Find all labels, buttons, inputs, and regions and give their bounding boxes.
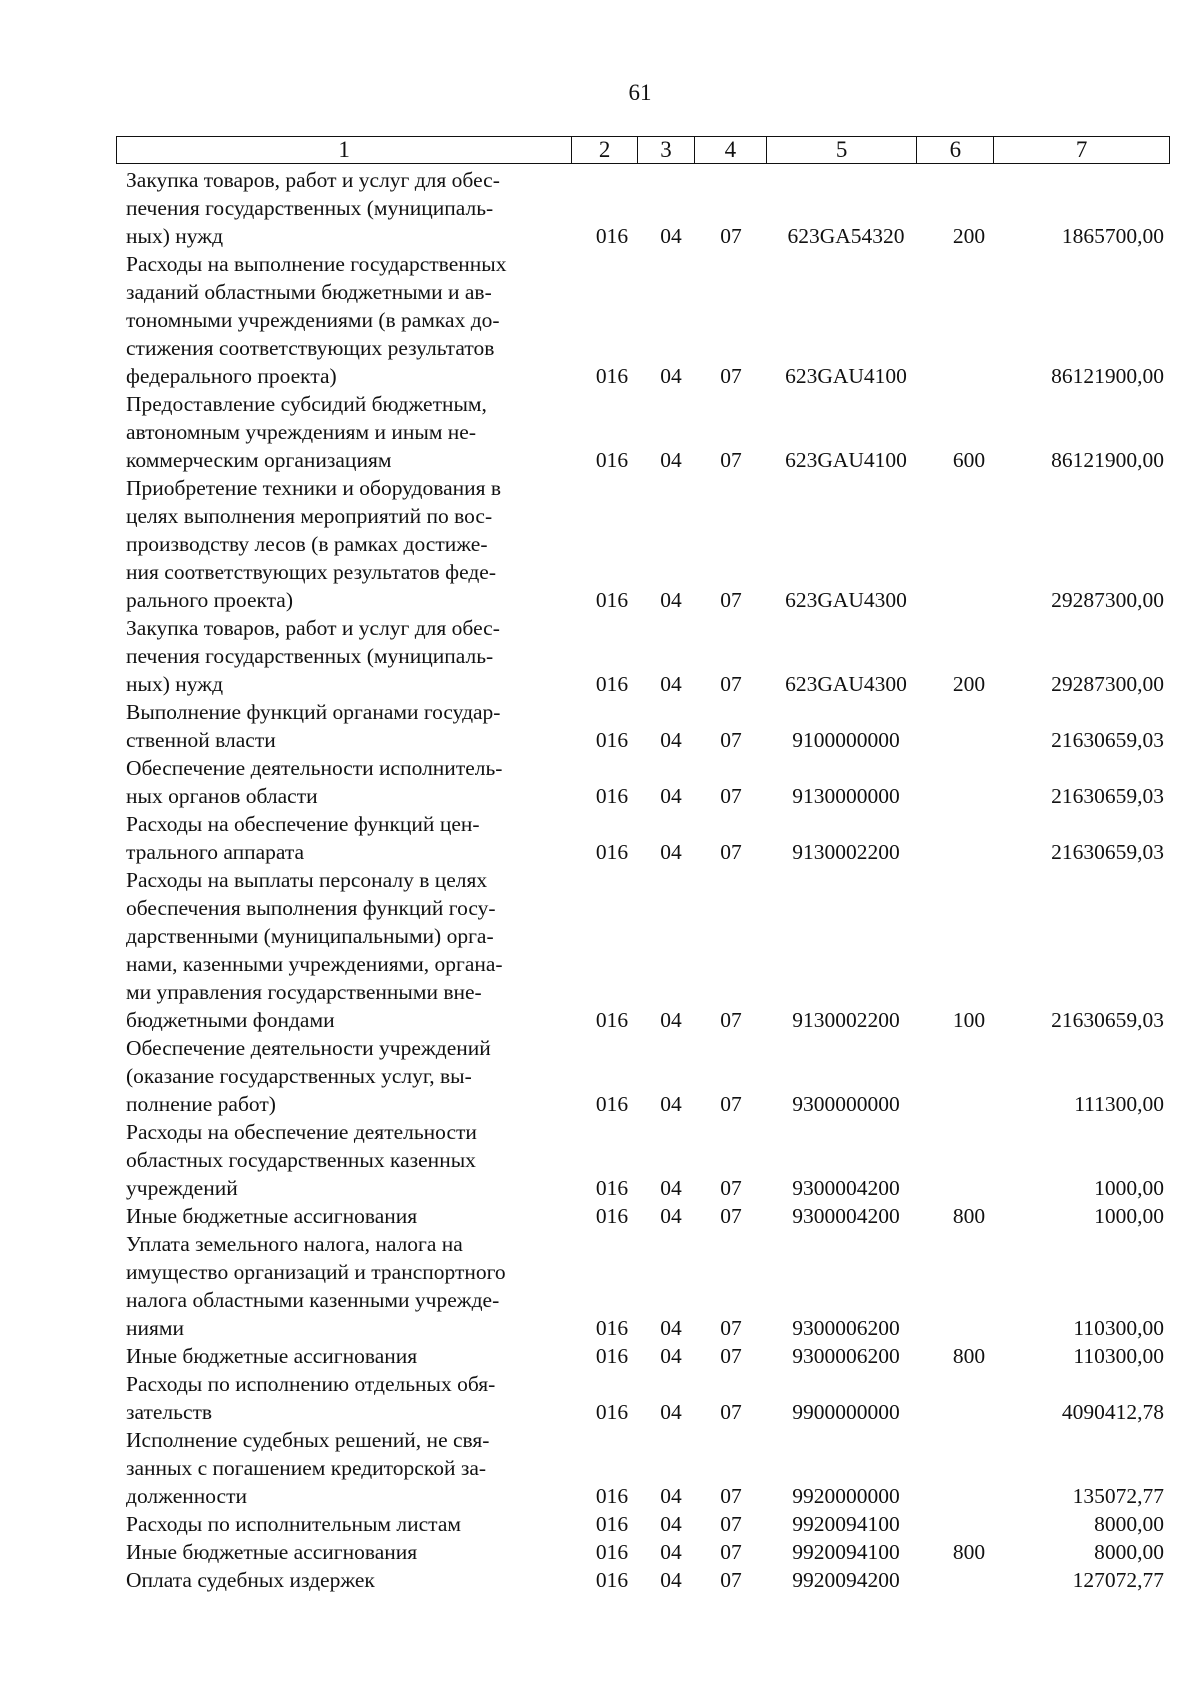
- cell-admin-code: 016: [595, 448, 629, 472]
- cell-subsection: 07: [720, 448, 742, 472]
- cell-description: Расходы на обеспечение деятельности областных государственных казенных учреждений: [126, 1120, 477, 1200]
- cell-target-code: 9100000000: [792, 728, 900, 752]
- cell-admin-code: 016: [595, 588, 629, 612]
- cell-section: 04: [660, 448, 682, 472]
- table-row: [126, 1370, 1166, 1426]
- header-col-7: 7: [1075, 137, 1088, 162]
- cell-description: Расходы на выполнение государственных заданий областными бюджетными и ав- тономными учреждениями (в рамках до- стижения соответствующих результатов федерального проекта): [126, 252, 507, 388]
- cell-section: 04: [660, 1316, 682, 1340]
- table-row: [126, 1426, 1166, 1510]
- cell-subsection: 07: [720, 1484, 742, 1508]
- cell-target-code: 9300004200: [792, 1204, 900, 1228]
- cell-description: Иные бюджетные ассигнования: [126, 1204, 418, 1228]
- cell-admin-code: 016: [595, 1484, 629, 1508]
- cell-admin-code: 016: [595, 364, 629, 388]
- cell-amount: 29287300,00: [1051, 588, 1164, 612]
- table-row: [126, 166, 1166, 250]
- cell-subsection: 07: [720, 672, 742, 696]
- table-row: [126, 474, 1166, 614]
- table-row: [126, 810, 1166, 866]
- table-row: [126, 1202, 1166, 1230]
- cell-description: Расходы по исполнительным листам: [126, 1512, 461, 1536]
- table-row: [126, 1342, 1166, 1370]
- cell-description: Расходы на обеспечение функций цен- трального аппарата: [126, 812, 480, 864]
- cell-target-code: 9300006200: [792, 1316, 900, 1340]
- cell-description: Оплата судебных издержек: [126, 1568, 375, 1592]
- cell-admin-code: 016: [595, 1400, 629, 1424]
- header-col-2: 2: [572, 137, 638, 163]
- cell-section: 04: [660, 840, 682, 864]
- table-row: [126, 866, 1166, 1034]
- cell-description: Исполнение судебных решений, не свя- занных с погашением кредиторской за- долженности: [126, 1428, 490, 1508]
- cell-amount: 111300,00: [1074, 1092, 1164, 1116]
- cell-section: 04: [660, 224, 682, 248]
- cell-description: Приобретение техники и оборудования в целях выполнения мероприятий по вос- производству лесов (в рамках достиже- ния соответствующих результатов феде- рального проекта): [126, 476, 502, 612]
- table-row: [126, 698, 1166, 754]
- cell-target-code: 623GAU4100: [785, 448, 907, 472]
- cell-description: Расходы на выплаты персоналу в целях обеспечения выполнения функций госу- дарственными (муниципальными) орга- нами, казенными учреждениями, органа- ми управления государственными вне- бюджетными фондами: [126, 868, 503, 1032]
- cell-amount: 8000,00: [1094, 1512, 1164, 1536]
- cell-admin-code: 016: [595, 840, 629, 864]
- cell-subsection: 07: [720, 784, 742, 808]
- cell-target-code: 9130002200: [792, 840, 900, 864]
- cell-subsection: 07: [720, 1568, 742, 1592]
- header-col-5: 5: [767, 137, 918, 163]
- cell-admin-code: 016: [595, 1540, 629, 1564]
- cell-section: 04: [660, 784, 682, 808]
- cell-admin-code: 016: [595, 1344, 629, 1368]
- cell-amount: 110300,00: [1073, 1344, 1164, 1368]
- cell-target-code: 9130002200: [792, 1008, 900, 1032]
- cell-expense-type: 800: [952, 1344, 986, 1368]
- cell-amount: 135072,77: [1072, 1484, 1164, 1508]
- cell-target-code: 9300006200: [792, 1344, 900, 1368]
- cell-amount: 29287300,00: [1051, 672, 1164, 696]
- cell-admin-code: 016: [595, 1204, 629, 1228]
- cell-description: Обеспечение деятельности исполнитель- ных органов области: [126, 756, 503, 808]
- cell-admin-code: 016: [595, 1512, 629, 1536]
- cell-target-code: 9920094100: [792, 1512, 900, 1536]
- cell-subsection: 07: [720, 364, 742, 388]
- cell-subsection: 07: [720, 1008, 742, 1032]
- table-row: [126, 1230, 1166, 1342]
- cell-target-code: 9900000000: [792, 1400, 900, 1424]
- table-row: [126, 390, 1166, 474]
- cell-subsection: 07: [720, 1316, 742, 1340]
- cell-description: Предоставление субсидий бюджетным, автономным учреждениям и иным не- коммерческим организациям: [126, 392, 487, 472]
- cell-expense-type: 600: [952, 448, 986, 472]
- table-row: [126, 1034, 1166, 1118]
- table-row: [126, 754, 1166, 810]
- cell-subsection: 07: [720, 1176, 742, 1200]
- page-number: 61: [628, 80, 652, 105]
- cell-admin-code: 016: [595, 1316, 629, 1340]
- cell-section: 04: [660, 588, 682, 612]
- cell-subsection: 07: [720, 1512, 742, 1536]
- cell-amount: 4090412,78: [1061, 1400, 1164, 1424]
- header-col-4: 4: [695, 137, 767, 163]
- cell-target-code: 9130000000: [792, 784, 900, 808]
- cell-amount: 86121900,00: [1051, 364, 1164, 388]
- table-row: [126, 1566, 1166, 1594]
- cell-admin-code: 016: [595, 1568, 629, 1592]
- cell-admin-code: 016: [595, 672, 629, 696]
- table-row: [126, 1538, 1166, 1566]
- cell-amount: 8000,00: [1094, 1540, 1164, 1564]
- cell-section: 04: [660, 1484, 682, 1508]
- cell-description: Уплата земельного налога, налога на имущество организаций и транспортного налога областными казенными учрежде- ниями: [126, 1232, 506, 1340]
- cell-expense-type: 800: [952, 1204, 986, 1228]
- cell-section: 04: [660, 1512, 682, 1536]
- cell-subsection: 07: [720, 224, 742, 248]
- cell-description: Выполнение функций органами государ- ственной власти: [126, 700, 501, 752]
- table-row: [126, 614, 1166, 698]
- cell-target-code: 623GAU4300: [785, 588, 907, 612]
- table-row: [126, 1510, 1166, 1538]
- cell-description: Закупка товаров, работ и услуг для обес- печения государственных (муниципаль- ных) нужд: [126, 168, 500, 248]
- header-col-1: 1: [117, 137, 572, 163]
- header-col-3: 3: [638, 137, 695, 163]
- cell-section: 04: [660, 672, 682, 696]
- cell-amount: 21630659,03: [1051, 728, 1164, 752]
- cell-amount: 1865700,00: [1061, 224, 1164, 248]
- cell-section: 04: [660, 1568, 682, 1592]
- cell-admin-code: 016: [595, 1008, 629, 1032]
- cell-target-code: 9920094200: [792, 1568, 900, 1592]
- cell-admin-code: 016: [595, 1092, 629, 1116]
- cell-amount: 21630659,03: [1051, 784, 1164, 808]
- cell-target-code: 623GAU4300: [785, 672, 907, 696]
- cell-expense-type: 200: [952, 672, 986, 696]
- cell-section: 04: [660, 1176, 682, 1200]
- table-row: [126, 250, 1166, 390]
- cell-description: Расходы по исполнению отдельных обя- зательств: [126, 1372, 496, 1424]
- cell-subsection: 07: [720, 1204, 742, 1228]
- cell-expense-type: 100: [952, 1008, 986, 1032]
- cell-section: 04: [660, 728, 682, 752]
- cell-admin-code: 016: [595, 224, 629, 248]
- cell-target-code: 9920000000: [792, 1484, 900, 1508]
- cell-amount: 127072,77: [1072, 1568, 1164, 1592]
- table-header-row: [116, 136, 1170, 164]
- cell-amount: 110300,00: [1073, 1316, 1164, 1340]
- cell-expense-type: 200: [952, 224, 986, 248]
- cell-admin-code: 016: [595, 784, 629, 808]
- cell-subsection: 07: [720, 1540, 742, 1564]
- cell-amount: 21630659,03: [1051, 840, 1164, 864]
- cell-subsection: 07: [720, 1092, 742, 1116]
- cell-section: 04: [660, 1008, 682, 1032]
- cell-section: 04: [660, 364, 682, 388]
- header-col-6: 6: [917, 137, 994, 163]
- cell-section: 04: [660, 1204, 682, 1228]
- cell-section: 04: [660, 1344, 682, 1368]
- cell-amount: 21630659,03: [1051, 1008, 1164, 1032]
- cell-subsection: 07: [720, 1400, 742, 1424]
- cell-description: Закупка товаров, работ и услуг для обес- печения государственных (муниципаль- ных) нужд: [126, 616, 500, 696]
- cell-section: 04: [660, 1540, 682, 1564]
- cell-target-code: 9300000000: [792, 1092, 900, 1116]
- cell-expense-type: 800: [952, 1540, 986, 1564]
- cell-target-code: 9300004200: [792, 1176, 900, 1200]
- cell-description: Обеспечение деятельности учреждений (оказание государственных услуг, вы- полнение работ): [126, 1036, 491, 1116]
- cell-amount: 1000,00: [1094, 1204, 1164, 1228]
- cell-admin-code: 016: [595, 728, 629, 752]
- cell-target-code: 9920094100: [792, 1540, 900, 1564]
- cell-subsection: 07: [720, 1344, 742, 1368]
- cell-description: Иные бюджетные ассигнования: [126, 1540, 418, 1564]
- cell-section: 04: [660, 1400, 682, 1424]
- cell-amount: 1000,00: [1094, 1176, 1164, 1200]
- cell-subsection: 07: [720, 840, 742, 864]
- cell-section: 04: [660, 1092, 682, 1116]
- cell-target-code: 623GA54320: [787, 224, 905, 248]
- cell-subsection: 07: [720, 728, 742, 752]
- cell-admin-code: 016: [595, 1176, 629, 1200]
- cell-description: Иные бюджетные ассигнования: [126, 1344, 418, 1368]
- budget-table-body: [126, 166, 1166, 1594]
- cell-amount: 86121900,00: [1051, 448, 1164, 472]
- table-row: [126, 1118, 1166, 1202]
- cell-target-code: 623GAU4100: [785, 364, 907, 388]
- cell-subsection: 07: [720, 588, 742, 612]
